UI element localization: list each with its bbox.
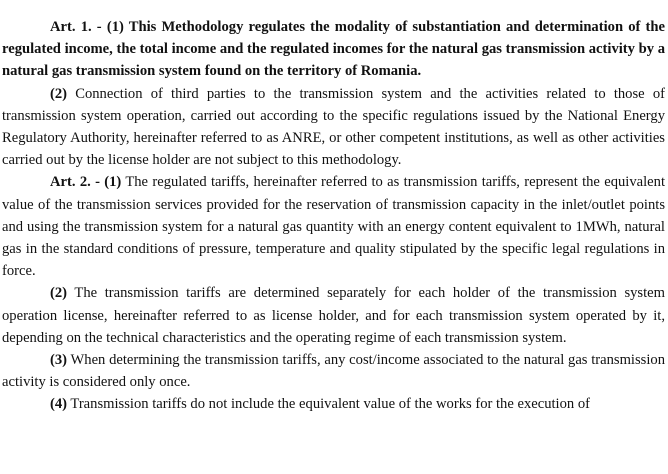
paragraph-lead: (2) bbox=[50, 285, 68, 302]
paragraph-art1-1 bbox=[2, 16, 665, 83]
paragraph-art2-3 bbox=[2, 349, 665, 393]
paragraph-text: Art. 1. - (1) This Methodology regulates the modality of substantiation and determination of the regulated income, the total income and the regulated incomes for the natural gas transmission activity by a natural gas transmission system found on the territory of Romania. bbox=[2, 19, 665, 80]
paragraph-art2-2 bbox=[2, 282, 665, 349]
paragraph-text: Transmission tariffs do not include the equivalent value of the works for the execution of bbox=[67, 396, 591, 413]
document-body bbox=[2, 16, 665, 416]
paragraph-lead: (2) bbox=[50, 85, 68, 102]
paragraph-lead: Art. 2. - (1) bbox=[50, 174, 122, 191]
paragraph-text: When determining the transmission tariffs, any cost/income associated to the natural gas transmission activity is considered only once. bbox=[2, 352, 665, 391]
paragraph-text: The transmission tariffs are determined separately for each holder of the transmission system operation license, hereinafter referred to as license holder, and for each transmission system operated by it, depending on the technical characteristics and the operating regime of each transmission system. bbox=[2, 285, 665, 346]
paragraph-text: The regulated tariffs, hereinafter referred to as transmission tariffs, represent the equivalent value of the transmission services provided for the reservation of transmission capacity in the inlet/outlet points and using the transmission system for a natural gas quantity with an energy content equivalent to 1MWh, natural gas in the standard conditions of pressure, temperature and quality stipulated by the specific legal regulations in force. bbox=[2, 174, 665, 280]
paragraph-lead: (4) bbox=[50, 396, 68, 413]
paragraph-text: Connection of third parties to the transmission system and the activities related to those of transmission system operation, carried out according to the specific regulations issued by the National Energy Regulatory Authority, hereinafter referred to as ANRE, or other competent institutions, as well as other activities carried out by the license holder are not subject to this methodology. bbox=[2, 85, 665, 169]
paragraph-art1-2 bbox=[2, 83, 665, 172]
paragraph-art2-1 bbox=[2, 171, 665, 282]
paragraph-lead: (3) bbox=[50, 352, 68, 369]
paragraph-art2-4 bbox=[2, 393, 665, 415]
